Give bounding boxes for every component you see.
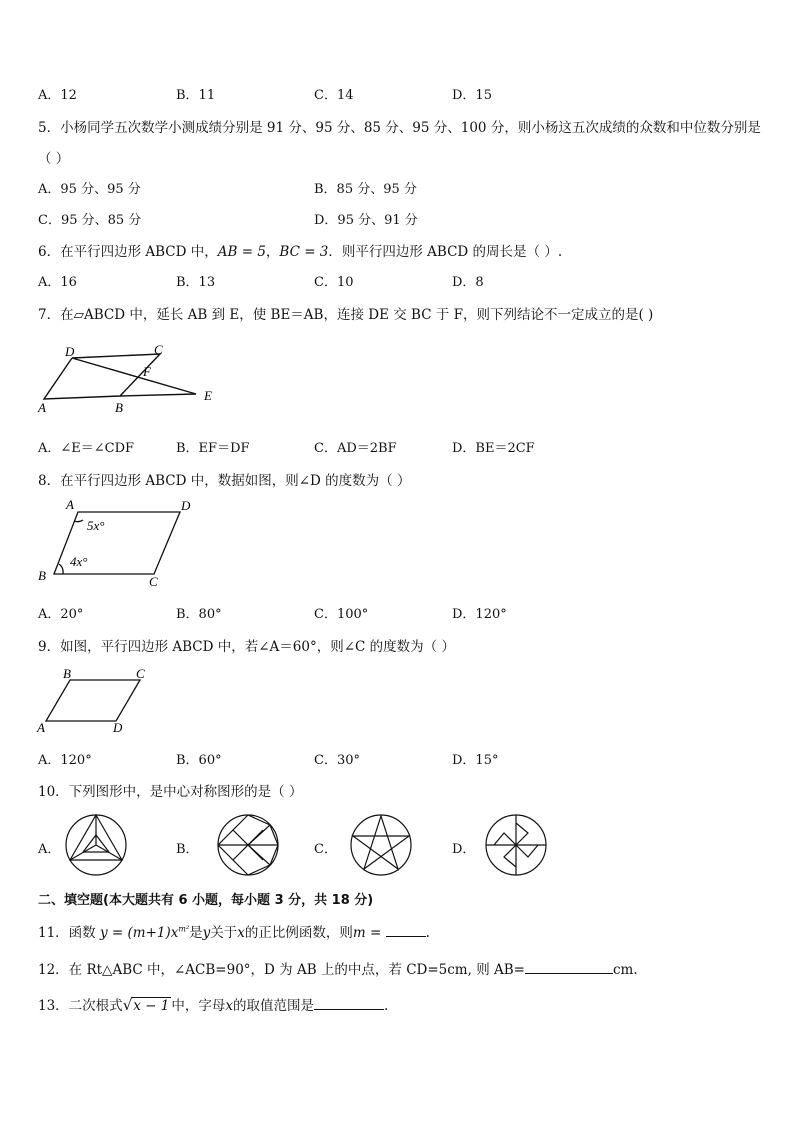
- q7-label-a: A: [38, 400, 46, 415]
- q5-answer-paren: （ ）: [38, 151, 70, 167]
- q4-option-b[interactable]: B．11: [176, 88, 216, 103]
- q9-option-c[interactable]: C．30°: [314, 753, 360, 768]
- q13-stem-line: [38, 994, 388, 1014]
- q9-label-d: D: [113, 720, 123, 735]
- q8-label-c: C: [149, 574, 158, 589]
- q8-label-b: B: [38, 568, 46, 583]
- q12-stem-line: [38, 958, 638, 978]
- q9-label-c: C: [136, 666, 145, 681]
- q13-end: .: [383, 998, 389, 1014]
- q8-angle-a: 5x°: [87, 518, 105, 533]
- q6-suffix: ．则平行四边形 ABCD 的周长是（ ）.: [328, 244, 563, 260]
- q10-option-b[interactable]: B．: [176, 842, 199, 857]
- q10-figure-a-circle-triangle: [64, 813, 128, 877]
- q10-option-c[interactable]: C．: [314, 842, 337, 857]
- q8-option-a[interactable]: A．20°: [38, 607, 84, 622]
- q11-y-var: y: [202, 925, 211, 941]
- q12-answer-blank[interactable]: [525, 961, 613, 974]
- q6-option-d[interactable]: D．8: [452, 275, 484, 290]
- q11-prefix: 11．函数: [38, 925, 96, 941]
- q13-answer-blank[interactable]: [314, 997, 384, 1010]
- q10-stem: 10．下列图形中，是中心对称图形的是（ ）: [38, 784, 303, 800]
- q11-mid3: 的正比例函数，则: [244, 925, 353, 941]
- q9-stem: 9．如图，平行四边形 ABCD 中，若∠A＝60°，则∠C 的度数为（ ）: [38, 639, 455, 655]
- q6-prefix: 6．在平行四边形 ABCD 中，: [38, 244, 218, 260]
- q5-option-d[interactable]: D．95 分、91 分: [314, 213, 418, 228]
- q8-figure: [30, 494, 210, 589]
- q13-x-var: x: [225, 998, 233, 1014]
- q8-option-c[interactable]: C．100°: [314, 607, 369, 622]
- q4-option-c[interactable]: C．14: [314, 88, 354, 103]
- q6-bc-formula: BC = 3: [279, 244, 329, 260]
- q11-end: .: [425, 925, 430, 941]
- q13-radicand: x − 1: [133, 998, 170, 1014]
- q5-option-a[interactable]: A．95 分、95 分: [38, 182, 141, 197]
- q7-option-a[interactable]: A．∠E＝∠CDF: [38, 441, 135, 456]
- q8-label-d: D: [181, 498, 191, 513]
- q7-label-b: B: [115, 400, 123, 415]
- q7-label-e: E: [204, 388, 212, 403]
- q7-option-d[interactable]: D．BE＝2CF: [452, 441, 535, 456]
- q10-figure-b-circle-polygons: [216, 813, 280, 877]
- q13-mid2: 的取值范围是: [232, 998, 314, 1014]
- q13-mid: 中，字母: [171, 998, 226, 1014]
- q12-unit: cm.: [612, 962, 638, 978]
- q7-label-c: C: [154, 342, 163, 357]
- q10-figure-d-circle-pinwheel: [484, 813, 548, 877]
- q13-prefix: 13．二次根式: [38, 998, 123, 1014]
- q9-option-a[interactable]: A．120°: [38, 753, 92, 768]
- q6-separator: ，: [265, 244, 280, 260]
- q11-m-var: m =: [352, 925, 382, 941]
- q11-mid2: 关于: [210, 925, 238, 941]
- q10-option-a[interactable]: A．: [38, 842, 61, 857]
- sqrt-icon: √: [122, 996, 133, 1014]
- q6-option-a[interactable]: A．16: [38, 275, 77, 290]
- q11-exponent: m²: [178, 924, 190, 934]
- q7-label-d: D: [65, 344, 75, 359]
- q9-option-d[interactable]: D．15°: [452, 753, 499, 768]
- q4-option-d[interactable]: D．15: [452, 88, 492, 103]
- q9-label-b: B: [63, 666, 71, 681]
- q7-figure: [30, 338, 230, 418]
- q11-x-var: x: [237, 925, 245, 941]
- q9-label-a: A: [37, 720, 45, 735]
- q6-ab-formula: AB = 5: [217, 244, 266, 260]
- q7-label-f: F: [143, 364, 151, 379]
- q12-stem: 12．在 Rt△ABC 中，∠ACB=90°，D 为 AB 上的中点，若 CD=5cm, 则 AB=: [38, 962, 525, 978]
- q10-figure-c-circle-star: [349, 813, 413, 877]
- section-2-title: 二、填空题(本大题共有 6 小题，每小题 3 分，共 18 分): [38, 893, 374, 908]
- q8-angle-b: 4x°: [70, 554, 88, 569]
- q5-stem: 5．小杨同学五次数学小测成绩分别是 91 分、95 分、85 分、95 分、100 分，则小杨这五次成绩的众数和中位数分别是: [38, 120, 761, 136]
- q10-option-d[interactable]: D．: [452, 842, 476, 857]
- q7-option-c[interactable]: C．AD＝2BF: [314, 441, 397, 456]
- q11-formula-body: y = (m+1)x: [99, 925, 179, 941]
- q9-figure: [30, 663, 170, 738]
- q4-option-a[interactable]: A．12: [38, 88, 77, 103]
- q6-option-c[interactable]: C．10: [314, 275, 354, 290]
- q11-stem: [38, 921, 430, 941]
- q6-option-b[interactable]: B．13: [176, 275, 216, 290]
- q5-option-b[interactable]: B．85 分、95 分: [314, 182, 417, 197]
- q8-label-a: A: [66, 497, 74, 512]
- q9-option-b[interactable]: B．60°: [176, 753, 222, 768]
- q8-option-b[interactable]: B．80°: [176, 607, 222, 622]
- q7-option-b[interactable]: B．EF＝DF: [176, 441, 250, 456]
- q11-mid: 是: [189, 925, 203, 941]
- q8-stem: 8．在平行四边形 ABCD 中，数据如图，则∠D 的度数为（ ）: [38, 473, 411, 489]
- q6-stem: [38, 240, 562, 260]
- q11-formula: [100, 925, 189, 941]
- q8-option-d[interactable]: D．120°: [452, 607, 507, 622]
- q5-option-c[interactable]: C．95 分、85 分: [38, 213, 142, 228]
- q7-stem: 7．在▱ABCD 中，延长 AB 到 E，使 BE＝AB，连接 DE 交 BC 于 F，则下列结论不一定成立的是( ): [38, 307, 654, 323]
- q11-answer-blank[interactable]: [386, 924, 426, 937]
